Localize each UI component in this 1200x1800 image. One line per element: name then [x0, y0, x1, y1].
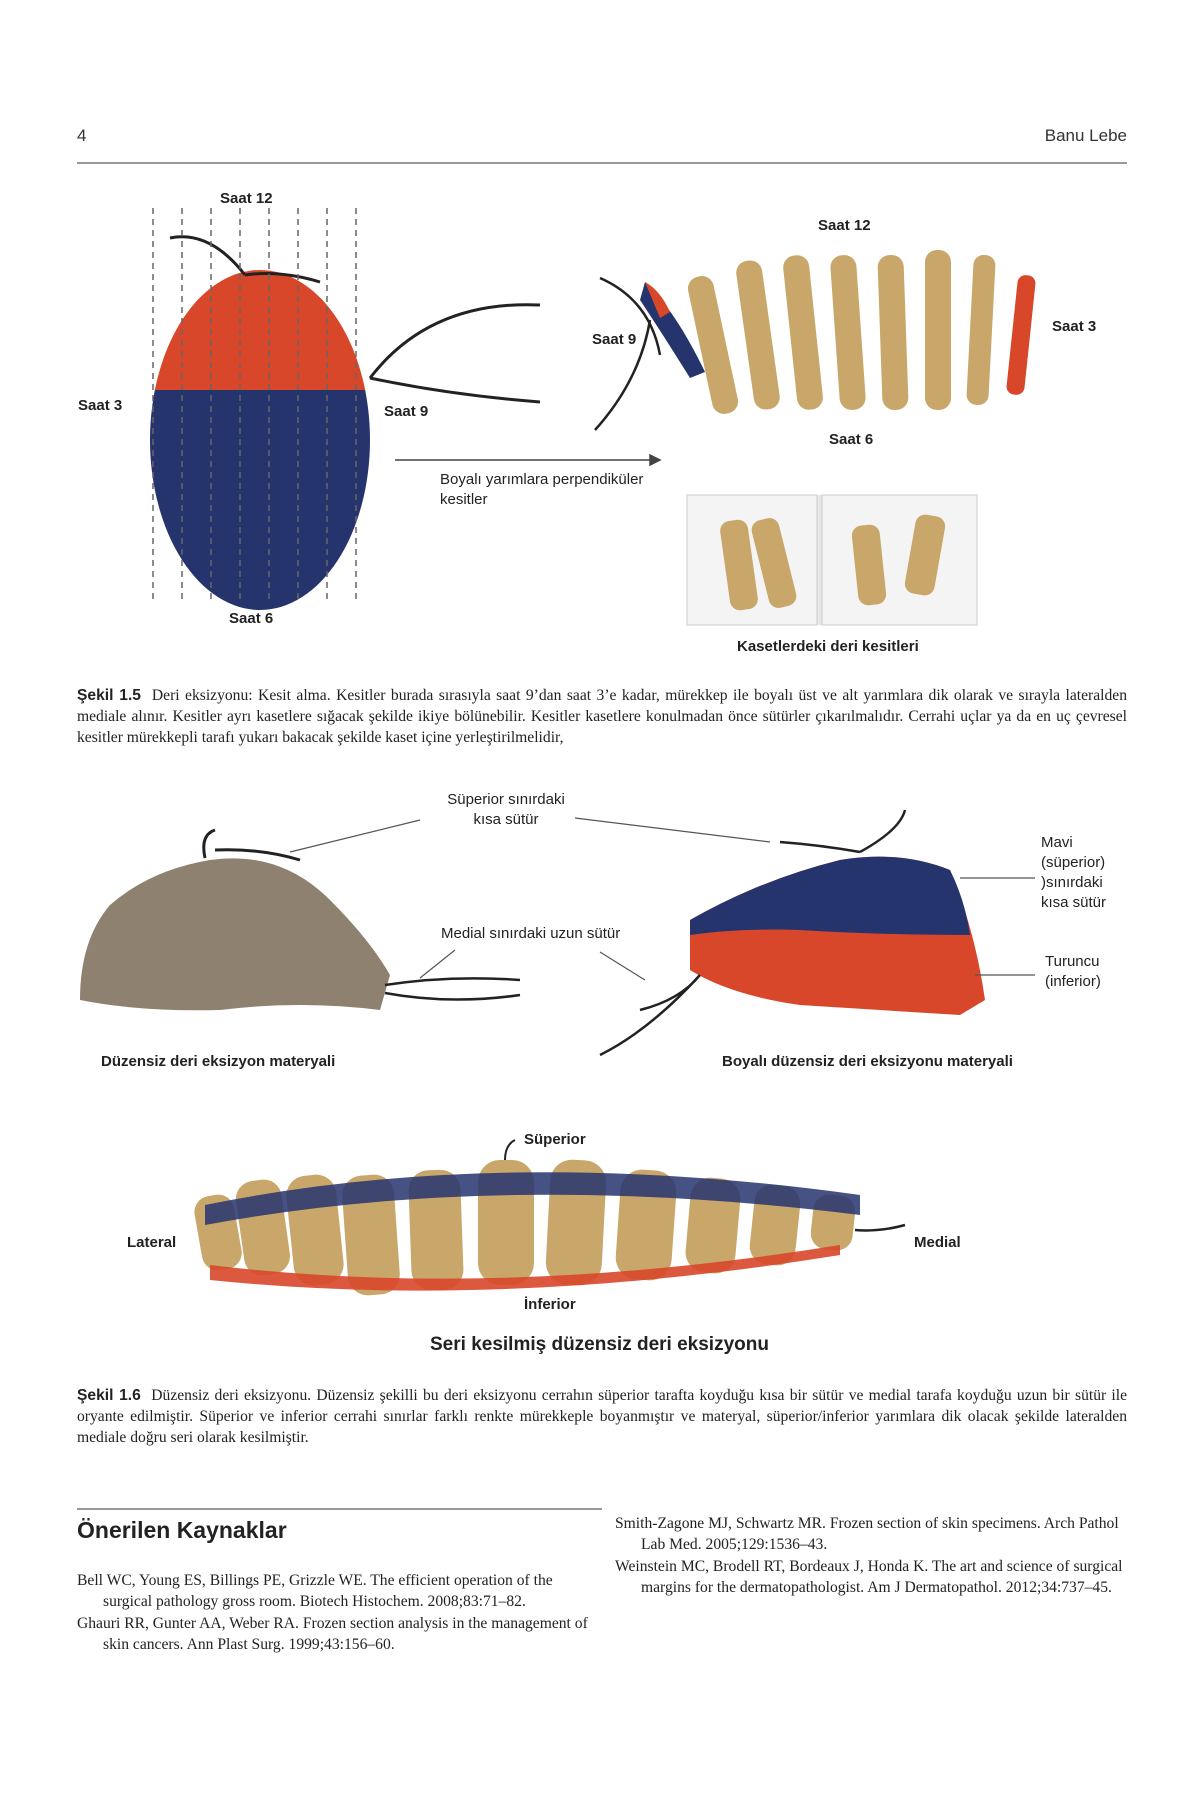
label-left-saat-3: Saat 3 — [78, 397, 123, 414]
references-right-column — [615, 1513, 1127, 1599]
label-right-saat-12: Saat 12 — [818, 217, 871, 234]
reference-item: Bell WC, Young ES, Billings PE, Grizzle WE. The efficient operation of the surgical pathology gross room. Biotech Histochem. 2008;83:71–82. — [77, 1572, 553, 1610]
caption-text: Deri eksizyonu: Kesit alma. Kesitler burada sırasıyla saat 9’dan saat 3’e kadar, mürekkep ile boyalı üst ve alt yarımlara dik olarak ve sırayla lateralden mediale alınır. Kesitler ayrı kasetlere sığacak şekilde ikiye bölünebilir. Kesitler kasetlere konulmadan önce sütürler çıkarılmalıdır. Cerrahi uçlar ya da en uç çevresel kesitler mürekkepli tarafı yukarı bakacak şekilde kaset içine yerleştirilmelidir, — [77, 687, 1128, 746]
reference-item: Ghauri RR, Gunter AA, Weber RA. Frozen section analysis in the management of skin cancers. Ann Plast Surg. 1999;43:156–60. — [77, 1615, 588, 1653]
references-left-column — [77, 1570, 592, 1656]
cassette-label: Kasetlerdeki deri kesitleri — [737, 638, 919, 655]
serial-sections-title: Seri kesilmiş düzensiz deri eksizyonu — [430, 1334, 769, 1355]
label-left-saat-9: Saat 9 — [384, 403, 429, 420]
label-medial: Medial — [914, 1234, 961, 1251]
reference-item: Smith-Zagone MJ, Schwartz MR. Frozen section of skin specimens. Arch Pathol Lab Med. 2005;129:1536–43. — [615, 1515, 1119, 1553]
label-superior: Süperior — [524, 1131, 586, 1148]
reference-item: Weinstein MC, Brodell RT, Bordeaux J, Honda K. The art and science of surgical margins for the dermatopathologist. Am J Dermatopathol. 2012;34:737–45. — [615, 1558, 1123, 1596]
caption-label: Şekil 1.6 — [77, 1387, 141, 1404]
running-author: Banu Lebe — [1044, 126, 1127, 145]
references-heading: Önerilen Kaynaklar — [77, 1517, 287, 1543]
short-suture-label: Süperior sınırdaki kısa sütür — [447, 791, 565, 828]
label-inferior: İnferior — [524, 1296, 576, 1313]
right-specimen-title: Boyalı düzensiz deri eksizyonu materyali — [722, 1053, 1013, 1070]
label-right-saat-6: Saat 6 — [829, 431, 874, 448]
arrow-label: Boyalı yarımlara perpendiküler kesitler — [440, 471, 644, 508]
left-specimen-title: Düzensiz deri eksizyon materyali — [101, 1053, 336, 1070]
blue-ink-label: Mavi (süperior) )sınırdaki kısa sütür — [1041, 834, 1107, 911]
serial-sections — [192, 1140, 905, 1297]
page-number: 4 — [77, 126, 87, 145]
long-suture-label: Medial sınırdaki uzun sütür — [441, 925, 621, 942]
figure-1-6-caption — [77, 1385, 1127, 1448]
orange-ink-label: Turuncu (inferior) — [1045, 953, 1101, 990]
unstained-specimen — [80, 820, 520, 1010]
references-rule — [77, 1508, 602, 1510]
label-lateral: Lateral — [127, 1234, 177, 1251]
label-left-saat-6: Saat 6 — [229, 610, 274, 627]
label-left-saat-12: Saat 12 — [220, 190, 273, 207]
label-right-saat-9: Saat 9 — [592, 331, 637, 348]
caption-text: Düzensiz deri eksizyonu. Düzensiz şekilli bu deri eksizyonu cerrahın süperior tarafta koyduğu kısa bir sütür ve medial tarafa koyduğu uzun bir sütür ile oryante edilmiştir. Süperior ve inferior cerrahi sınırlar farklı renkte mürekkeple boyanmıştır ve materyal, süperior/inferior yarımlara dik olacak şekilde lateralden mediale doğru seri olarak kesilmiştir. — [77, 1387, 1128, 1446]
label-right-saat-3: Saat 3 — [1052, 318, 1097, 335]
caption-label: Şekil 1.5 — [77, 687, 141, 704]
stained-specimen — [575, 810, 1035, 1055]
